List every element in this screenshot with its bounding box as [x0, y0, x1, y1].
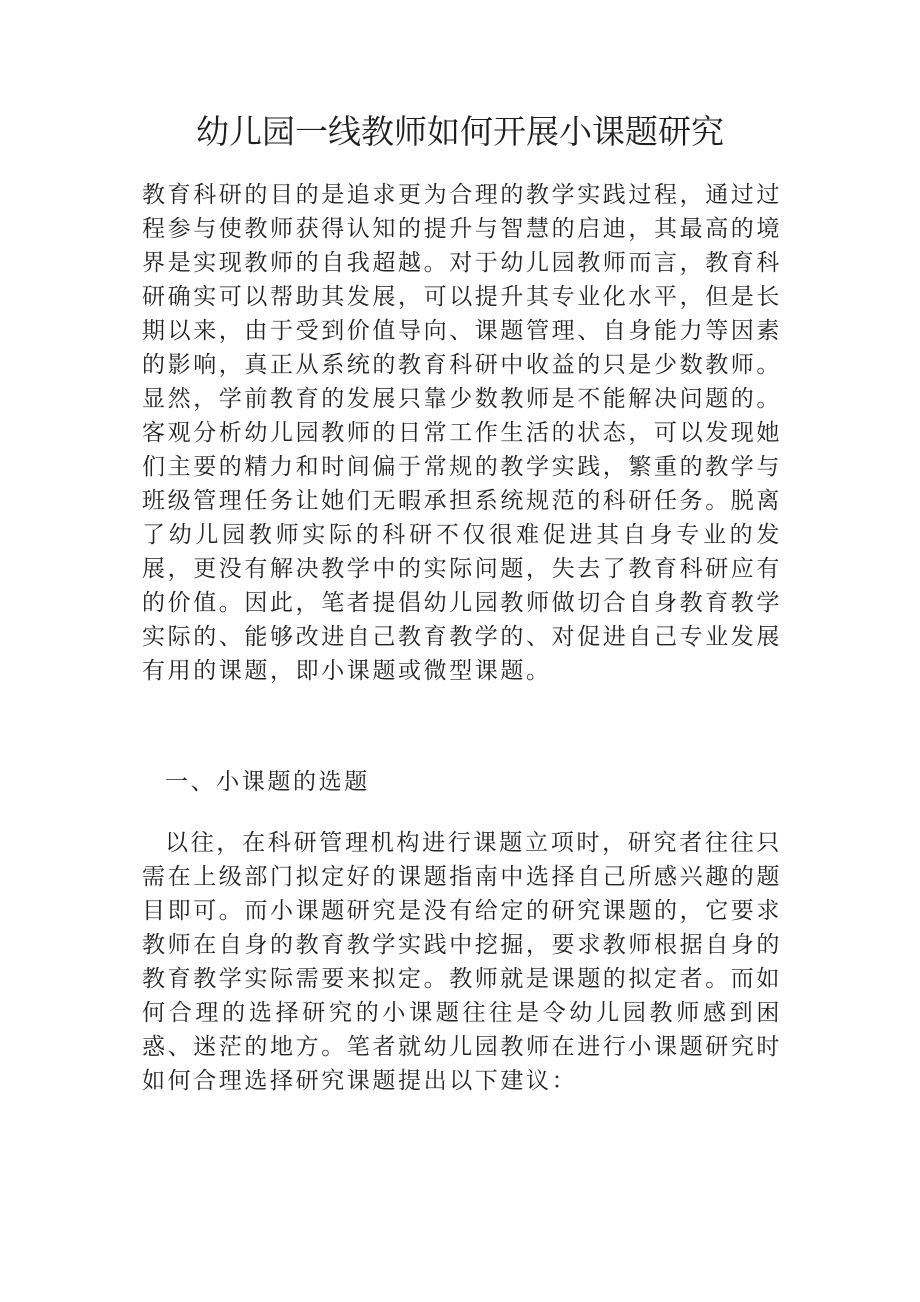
intro-paragraph: 教育科研的目的是追求更为合理的教学实践过程，通过过程参与使教师获得认知的提升与智慧的启迪，其最高的境界是实现教师的自我超越。对于幼儿园教师而言，教育科研确实可以帮助其发展，可以提升其专业化水平，但是长期以来，由于受到价值导向、课题管理、自身能力等因素的影响，真正从系统的教育科研中收益的只是少数教师。显然，学前教育的发展只靠少数教师是不能解决问题的。客观分析幼儿园教师的日常工作生活的状态，可以发现她们主要的精力和时间偏于常规的教学实践，繁重的教学与班级管理任务让她们无暇承担系统规范的科研任务。脱离了幼儿园教师实际的科研不仅很难促进其自身专业的发展，更没有解决教学中的实际问题，失去了教育科研应有的价值。因此，笔者提倡幼儿园教师做切合自身教育教学实际的、能够改进自己教育教学的、对促进自己专业发展有用的课题，即小课题或微型课题。 — [142, 182, 782, 684]
section-heading: 一、小课题的选题 — [165, 769, 370, 795]
document-title: 幼儿园一线教师如何开展小课题研究 — [196, 112, 724, 151]
topic-selection-paragraph: 以往，在科研管理机构进行课题立项时，研究者往往只需在上级部门拟定好的课题指南中选择自己所感兴趣的题目即可。而小课题研究是没有给定的研究课题的，它要求教师在自身的教育教学实践中挖掘，要求教师根据自身的教育教学实际需要来拟定。教师就是课题的拟定者。而如何合理的选择研究的小课题往往是令幼儿园教师感到困惑、迷茫的地方。笔者就幼儿园教师在进行小课题研究时如何合理选择研究课题提出以下建议： — [142, 830, 782, 1094]
